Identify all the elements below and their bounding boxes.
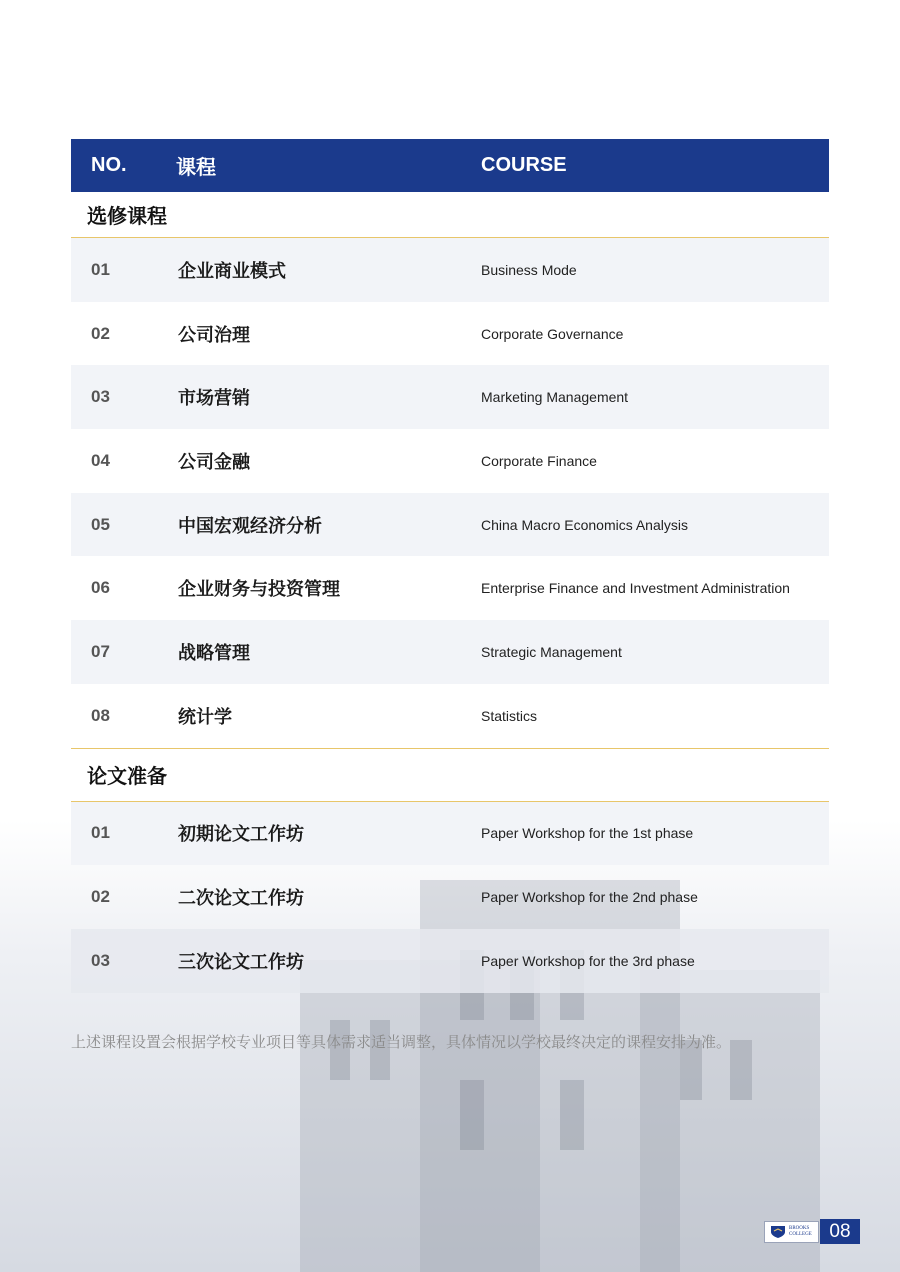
row-course-cn: 公司治理 (178, 324, 250, 345)
row-course-en: Corporate Finance (481, 452, 597, 469)
table-row (71, 302, 829, 366)
table-row (71, 620, 829, 684)
row-course-cn: 二次论文工作坊 (178, 888, 304, 909)
row-course-en: Strategic Management (481, 643, 622, 660)
row-no: 05 (91, 514, 110, 534)
section-title-thesis: 论文准备 (71, 748, 829, 802)
row-course-en: Marketing Management (481, 389, 629, 406)
row-no: 03 (91, 387, 110, 407)
table-row (71, 238, 829, 302)
row-course-cn: 三次论文工作坊 (178, 951, 304, 972)
row-course-en: China Macro Economics Analysis (481, 516, 688, 533)
table-row (71, 429, 829, 493)
row-course-cn: 统计学 (178, 706, 232, 727)
table-row (71, 802, 829, 866)
row-no: 01 (91, 823, 110, 843)
table-row (71, 365, 829, 429)
row-no: 02 (91, 887, 110, 907)
table-row (71, 556, 829, 620)
row-course-en: Paper Workshop for the 1st phase (481, 825, 694, 842)
section-title-electives: 选修课程 (71, 192, 829, 238)
row-no: 07 (91, 641, 110, 661)
row-course-en: Paper Workshop for the 2nd phase (481, 889, 698, 906)
header-no: NO. (91, 154, 127, 176)
logo-text: BROOKS COLLEGE (789, 1226, 812, 1237)
row-course-cn: 市场营销 (178, 388, 250, 409)
shield-icon (770, 1225, 786, 1239)
college-logo (764, 1221, 819, 1243)
row-no: 03 (91, 950, 110, 970)
header-course-en: COURSE (481, 154, 567, 176)
table-row (71, 684, 829, 748)
table-row (71, 493, 829, 557)
row-course-en: Business Mode (481, 261, 577, 278)
table-row (71, 865, 829, 929)
row-course-cn: 企业财务与投资管理 (178, 579, 340, 600)
row-no: 01 (91, 259, 110, 279)
header-course-cn: 课程 (176, 157, 216, 179)
table-header (71, 139, 829, 192)
row-no: 08 (91, 705, 110, 725)
row-no: 02 (91, 323, 110, 343)
row-course-en: Enterprise Finance and Investment Administration (481, 580, 790, 597)
row-course-cn: 中国宏观经济分析 (178, 515, 322, 536)
row-no: 06 (91, 578, 110, 598)
row-course-cn: 战略管理 (178, 642, 250, 663)
table-row (71, 929, 829, 993)
row-course-en: Paper Workshop for the 3rd phase (481, 952, 695, 969)
row-course-cn: 公司金融 (178, 451, 250, 472)
row-course-en: Corporate Governance (481, 325, 624, 342)
course-table (71, 139, 829, 993)
row-course-cn: 企业商业模式 (178, 260, 286, 281)
row-course-en: Statistics (481, 707, 538, 724)
row-course-cn: 初期论文工作坊 (178, 824, 304, 845)
footnote: 上述课程设置会根据学校专业项目等具体需求适当调整，具体情况以学校最终决定的课程安排为准。 (71, 1034, 732, 1051)
page-number: 08 (820, 1219, 860, 1244)
row-no: 04 (91, 450, 110, 470)
